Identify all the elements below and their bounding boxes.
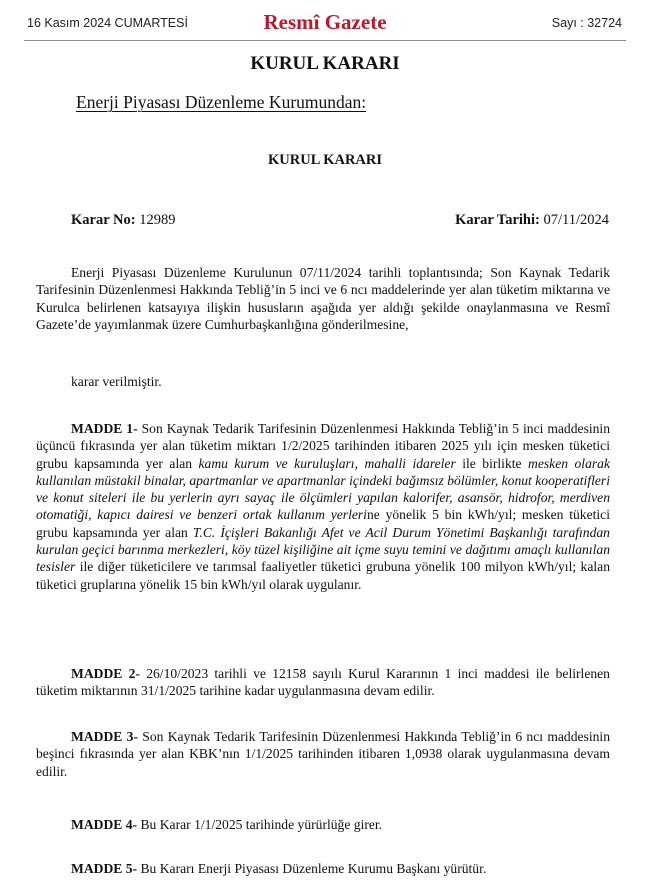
verdict-text: karar verilmiştir. [71,374,162,389]
intro-paragraph [36,264,610,333]
article-5-label: MADDE 5- [71,861,138,876]
decision-number-label: Karar No: [71,212,136,228]
article-3-text: Son Kaynak Tedarik Tarifesinin Düzenlenmesi Hakkında Tebliğ’in 6 ncı maddesinin beşinci fıkrasında yer alan KBK’nın 1/1/2025 tarihinden itibaren 1,0938 olarak uygulanmasına devam edilir. [36,729,610,779]
article-2-label: MADDE 2- [71,666,140,681]
article-1-text-2: ile birlikte [455,455,529,471]
article-2 [36,665,610,700]
masthead [0,0,650,40]
issuing-institution: Enerji Piyasası Düzenleme Kurumundan: [76,92,367,112]
article-1-italic-3: T.C. İçişleri Bakanlığı Afet ve Acil Durum Yönetimi Başkanlığı tarafından kurulan geçici barınma merkezleri, köy tüzel kişiliğine ait içme suyu temini ve dağıtımı amaçlı kullanılan tesisler [36,524,610,575]
article-4 [36,816,610,833]
intro-text: Enerji Piyasası Düzenleme Kurulunun 07/11/2024 tarihli toplantısında; Son Kaynak Tedarik Tarifesinin Düzenlenmesi Hakkında Tebliğ’in 5 inci ve 6 ncı maddelerinde yer alan tüketim miktarına ve Kurulca belirlenen katsayıya ilişkin hususların aşağıda yer aldığı şekilde onaylanmasına ve Resmî Gazete’de yayımlanmak üzere Cumhurbaşkanlığına gönderilmesine, [36,265,610,332]
decision-number-value: 12989 [135,212,176,228]
masthead-divider [24,40,626,41]
decision-date-value: 07/11/2024 [539,212,609,228]
article-1-text-4: ile diğer tüketicilere ve tarımsal faaliyetler tüketici grubuna yönelik 100 milyon kWh/yıl; kalan tüketici gruplarına yönelik 15 bin kWh/yıl olarak uygulanır. [36,559,610,592]
publication-title: Resmî Gazete [263,10,387,34]
article-5-text: Bu Kararı Enerji Piyasası Düzenleme Kurumu Başkanı yürütür. [137,861,487,876]
verdict-paragraph [36,373,610,390]
article-1-text-1: Son Kaynak Tedarik Tarifesinin Düzenlenmesi Hakkında Tebliğ’in 5 inci maddesinin üçüncü fıkrasında yer alan tüketim miktarı 1/2/2025 tarihinden itibaren 2025 yılı için mesken tüketici grubu kapsamında yer alan [36,421,611,471]
article-4-label: MADDE 4- [71,817,138,832]
article-3-label: MADDE 3- [71,729,138,744]
article-1-label: MADDE 1- [71,421,138,436]
article-1-text-3: ne yönelik 5 bin kWh/yıl; mesken tüketici grubu kapsamında yer alan [36,507,610,540]
article-2-text: 26/10/2023 tarihli ve 12158 sayılı Kurul Kararının 1 inci maddesi ile belirlenen tüketim miktarının 31/1/2025 tarihine kadar uygulanmasına devam edilir. [36,666,610,699]
article-5 [36,860,610,877]
decision-number [71,212,175,229]
document-title: KURUL KARARI [268,152,382,168]
article-1-italic-1: kamu kurum ve kuruluşları, mahalli idareler [198,455,456,471]
article-1-italic-2: mesken olarak kullanılan müstakil binalar, apartmanlar ve apartmanlar içindeki bağımsız bölümler, konut kooperatifleri ve konut siteleri ile bu yerlerin ayrı sayaç ile ölçümleri yapılan kalorifer, asansör, hidrofor, merdiven otomatiği, kapıcı dairesi ve benzeri ortak kullanım yerleri [36,455,610,523]
article-4-text: Bu Karar 1/1/2025 tarihinde yürürlüğe girer. [137,817,383,832]
article-3 [36,728,610,780]
section-heading: KURUL KARARI [250,53,400,74]
decision-date-label: Karar Tarihi: [455,212,540,228]
issue-number: Sayı : 32724 [551,16,622,30]
article-1 [36,420,610,593]
issue-date: 16 Kasım 2024 CUMARTESİ [27,16,188,30]
decision-date [455,212,609,229]
